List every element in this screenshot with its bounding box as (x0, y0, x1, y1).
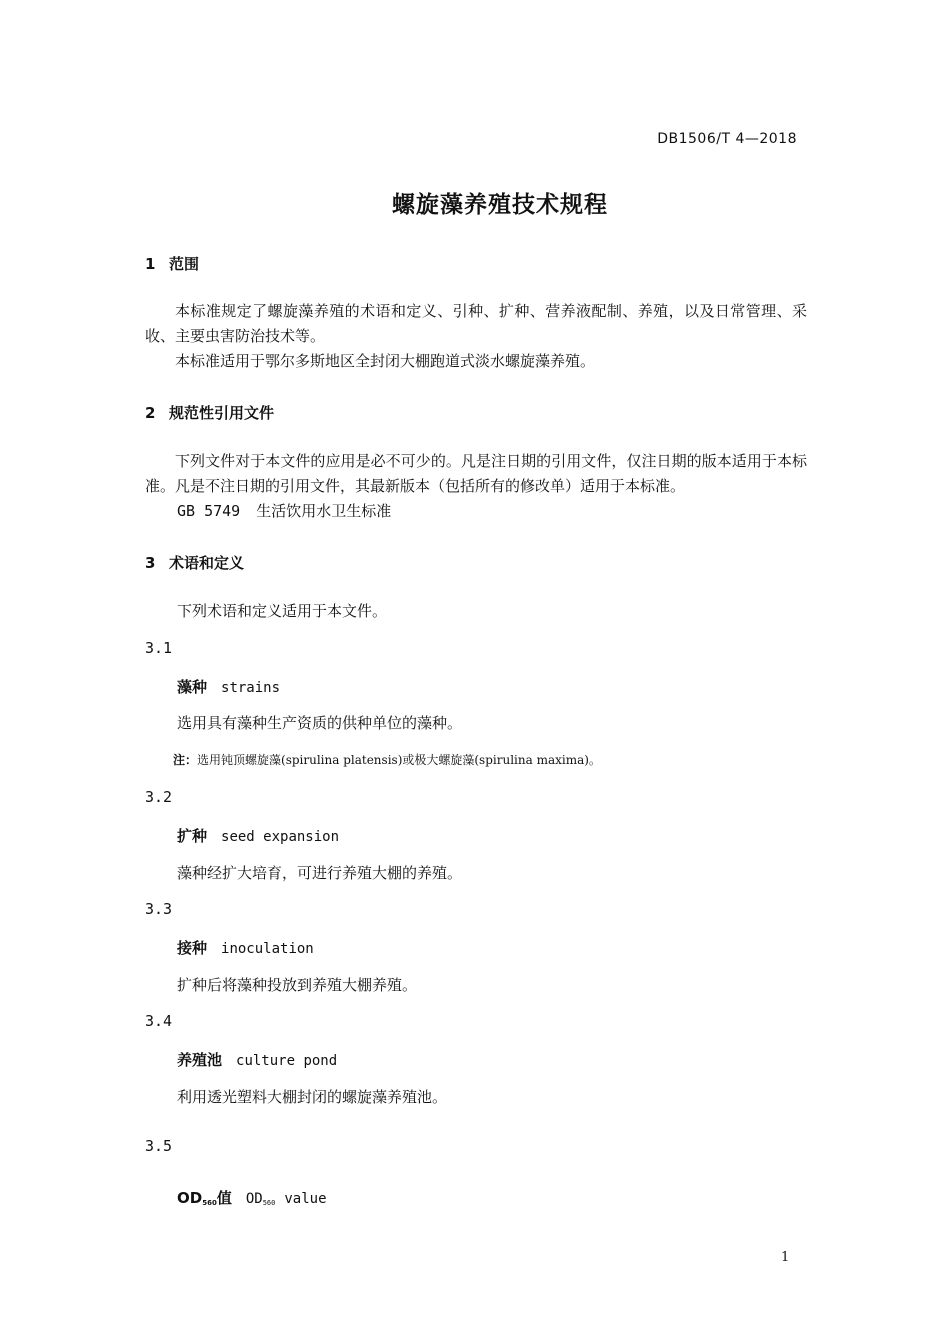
section-number: 1 (145, 255, 156, 273)
section-number: 3 (145, 554, 156, 572)
section-3-intro: 下列术语和定义适用于本文件。 (177, 602, 388, 620)
term-note (173, 751, 601, 768)
reference-title: 生活饮用水卫生标准 (256, 502, 392, 520)
term-heading (177, 676, 280, 697)
term-heading (177, 1049, 337, 1070)
note-text: 选用钝顶螺旋藻(spirulina platensis)或极大螺旋藻(spirulina maxima)。 (197, 753, 601, 767)
section-title: 范围 (169, 255, 200, 273)
term-en: seed expansion (221, 829, 340, 845)
reference-code: GB 5749 (177, 502, 241, 520)
term-zh: 扩种 (177, 827, 208, 845)
term-en: culture pond (236, 1053, 338, 1069)
term-zh: 藻种 (177, 678, 208, 696)
section-3-heading (145, 552, 244, 573)
term-en: inoculation (221, 941, 314, 957)
term-heading (177, 937, 314, 958)
section-2-heading (145, 402, 274, 423)
term-number: 3.2 (145, 788, 173, 806)
term-heading (177, 1187, 327, 1208)
term-number: 3.3 (145, 900, 173, 918)
term-zh: 养殖池 (177, 1051, 223, 1069)
section-1-heading (145, 253, 199, 274)
page-title: 螺旋藻养殖技术规程 (392, 191, 608, 218)
note-label: 注： (173, 753, 198, 767)
term-definition: 选用具有藻种生产资质的供种单位的藻种。 (177, 714, 463, 732)
term-definition: 利用透光塑料大棚封闭的螺旋藻养殖池。 (177, 1088, 448, 1106)
page-number: 1 (781, 1250, 790, 1265)
term-number: 3.5 (145, 1137, 173, 1155)
term-definition: 扩种后将藻种投放到养殖大棚养殖。 (177, 976, 418, 994)
term-zh: $OD_{560}$值 (177, 1189, 232, 1207)
section-number: 2 (145, 404, 156, 422)
document-number: DB1506/T 4—2018 (657, 131, 797, 147)
term-en: $OD_{560}$ value (245, 1191, 327, 1207)
term-heading (177, 825, 339, 846)
term-zh: 接种 (177, 939, 208, 957)
section-1-paragraph-2: 本标准适用于鄂尔多斯地区全封闭大棚跑道式淡水螺旋藻养殖。 (175, 352, 596, 370)
term-en: strains (221, 680, 281, 696)
term-number: 3.1 (145, 639, 173, 657)
normative-reference (177, 499, 391, 525)
section-2-paragraph: 下列文件对于本文件的应用是必不可少的。凡是注日期的引用文件，仅注日期的版本适用于本标准。凡是不注日期的引用文件，其最新版本（包括所有的修改单）适用于本标准。 (145, 452, 807, 495)
term-number: 3.4 (145, 1012, 173, 1030)
section-1-paragraph-1: 本标准规定了螺旋藻养殖的术语和定义、引种、扩种、营养液配制、养殖，以及日常管理、采收、主要虫害防治技术等。 (145, 302, 807, 345)
section-title: 规范性引用文件 (169, 404, 275, 422)
term-definition: 藻种经扩大培育，可进行养殖大棚的养殖。 (177, 864, 463, 882)
section-title: 术语和定义 (169, 554, 245, 572)
